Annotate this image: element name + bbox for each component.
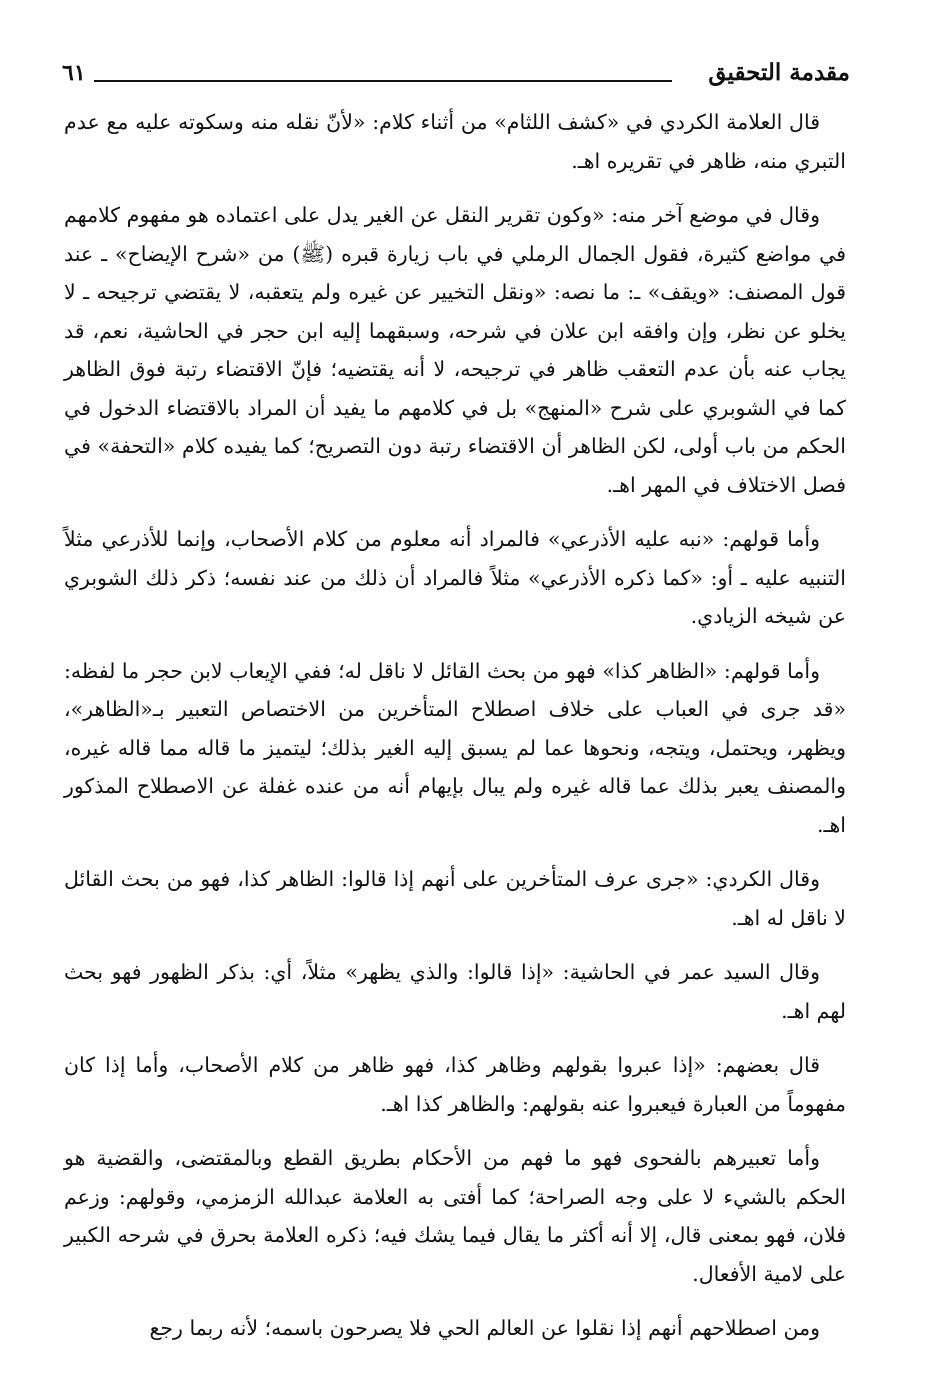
- paragraph-1: قال العلامة الكردي في «كشف اللثام» من أثناء كلام: «لأنّ نقله منه وسكوته عليه مع عدم التبري منه، ظاهر في تقريره اهـ.: [64, 110, 846, 173]
- paragraph-9: ومن اصطلاحهم أنهم إذا نقلوا عن العالم الحي فلا يصرحون باسمه؛ لأنه ربما رجع: [149, 1316, 820, 1340]
- section-title: مقدمة التحقيق: [708, 59, 850, 86]
- paragraph-6: وقال السيد عمر في الحاشية: «إذا قالوا: والذي يظهر» مثلاً، أي: بذكر الظهور فهو بحث لهم اهـ.: [64, 960, 846, 1023]
- paragraph-4: وأما قولهم: «الظاهر كذا» فهو من بحث القائل لا ناقل له؛ ففي الإيعاب لابن حجر ما لفظه: «قد جرى في العباب على خلاف اصطلاح المتأخرين من الاختصاص التعبير بـ«الظاهر»، ويظهر، ويحتمل، ويتجه، ونحوها عما لم يسبق إليه الغير بذلك؛ ليتميز ما قاله مما قاله غيره، والمصنف يعبر بذلك عما قاله غيره ولم يبال بإيهام أنه من عنده غفلة عن الاصطلاح المذكور اهـ.: [64, 658, 846, 837]
- paragraph-2: وقال في موضع آخر منه: «وكون تقرير النقل عن الغير يدل على اعتماده هو مفهوم كلامهم في مواضع كثيرة، فقول الجمال الرملي في باب زيارة قبره (ﷺ) من «شرح الإيضاح» ـ عند قول المصنف: «ويقف» ـ: ما نصه: «ونقل التخيير عن غيره ولم يتعقبه، لا يقتضي ترجيحه ـ لا يخلو عن نظر، وإن وافقه ابن علان في شرحه، وسبقهما إليه ابن حجر في الحاشية، نعم، قد يجاب عنه بأن عدم التعقب ظاهر في ترجيحه، لا أنه يقتضيه؛ فإنّ الاقتضاء رتبة فوق الظاهر كما في الشوبري على شرح «المنهج» بل في كلامهم ما يفيد أن المراد بالاقتضاء الدخول في الحكم من باب أولى، لكن الظاهر أن الاقتضاء رتبة دون التصريح؛ كما يفيده كلام «التحفة» في فصل الاختلاف في المهر اهـ.: [64, 203, 846, 497]
- page-number: ٦١: [62, 60, 86, 86]
- paragraph-7: قال بعضهم: «إذا عبروا بقولهم وظاهر كذا، فهو ظاهر من كلام الأصحاب، وأما إذا كان مفهوماً من العبارة فيعبروا عنه بقولهم: والظاهر كذا اهـ.: [64, 1053, 846, 1116]
- header-divider: [94, 80, 672, 82]
- page-header: [62, 58, 850, 92]
- paragraph-8: وأما تعبيرهم بالفحوى فهو ما فهم من الأحكام بطريق القطع وبالمقتضى، والقضية هو الحكم بالشيء لا على وجه الصراحة؛ كما أفتى به العلامة عبدالله الزمزمي، وقولهم: وزعم فلان، فهو بمعنى قال، إلا أنه أكثر ما يقال فيما يشك فيه؛ ذكره العلامة بحرق في شرحه الكبير على لامية الأفعال.: [64, 1146, 846, 1286]
- paragraph-3: وأما قولهم: «نبه عليه الأذرعي» فالمراد أنه معلوم من كلام الأصحاب، وإنما للأذرعي مثلاً التنبيه عليه ـ أو: «كما ذكره الأذرعي» مثلاً فالمراد أن ذلك من عند نفسه؛ ذكر ذلك الشوبري عن شيخه الزيادي.: [64, 527, 846, 628]
- paragraph-5: وقال الكردي: «جرى عرف المتأخرين على أنهم إذا قالوا: الظاهر كذا، فهو من بحث القائل لا ناقل له اهـ.: [64, 867, 846, 930]
- body-text: [64, 103, 846, 1364]
